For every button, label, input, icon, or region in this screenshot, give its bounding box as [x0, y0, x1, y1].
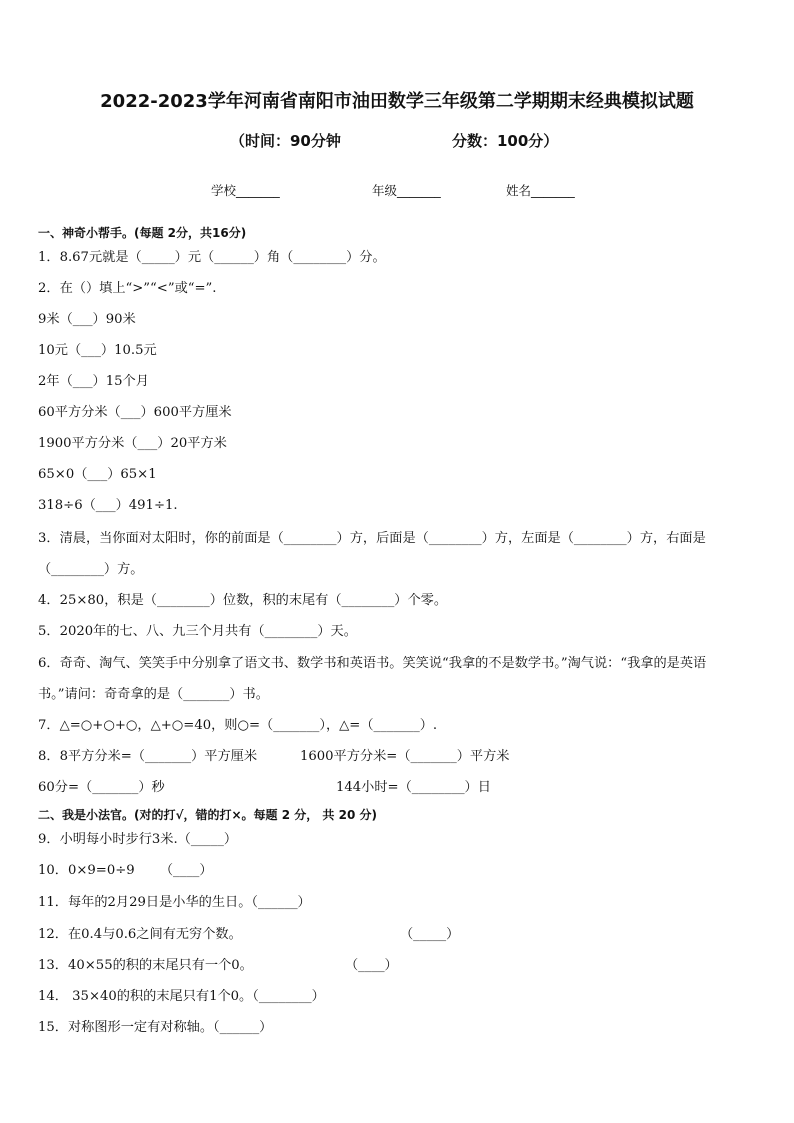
- question-8-part-a: 8．8平方分米=（_______）平方厘米: [38, 749, 258, 764]
- name-field: 姓名_______: [506, 183, 575, 198]
- question-6-line-2: 书。”请问：奇奇拿的是（_______）书。: [38, 687, 269, 702]
- question-14: 14． 35×40的积的末尾只有1个0。（________）: [38, 989, 325, 1004]
- question-2-item-c: 2年（___）15个月: [38, 374, 149, 389]
- time-label: （时间：90分钟: [230, 132, 341, 150]
- section-1-heading: 一、神奇小帮手。(每题 2分，共16分): [38, 226, 247, 240]
- question-12: 12．在0.4与0.6之间有无穷个数。: [38, 927, 242, 942]
- question-8-part-d: 144小时=（________）日: [336, 780, 491, 795]
- question-2-item-d: 60平方分米（___）600平方厘米: [38, 405, 232, 420]
- question-6-line-1: 6．奇奇、淘气、笑笑手中分别拿了语文书、数学书和英语书。笑笑说“我拿的不是数学书。”淘气说：“我拿的是英语: [38, 656, 707, 671]
- question-2-item-f: 65×0（___）65×1: [38, 467, 157, 482]
- exam-title: 2022-2023学年河南省南阳市油田数学三年级第二学期期末经典模拟试题: [100, 91, 694, 112]
- school-field: 学校_______: [211, 183, 280, 198]
- question-13: 13．40×55的积的末尾只有一个0。: [38, 958, 253, 973]
- question-10: 10．0×9=0÷9 （____）: [38, 863, 213, 878]
- question-2-item-a: 9米（___）90米: [38, 312, 136, 327]
- question-11: 11．每年的2月29日是小华的生日。（______）: [38, 895, 311, 910]
- grade-field: 年级_______: [372, 183, 441, 198]
- question-3-line-2: （________）方。: [38, 562, 144, 577]
- question-3-line-1: 3．清晨，当你面对太阳时，你的前面是（________）方，后面是（________）方，左面是（________）方，右面是: [38, 531, 706, 546]
- question-2-item-b: 10元（___）10.5元: [38, 343, 157, 358]
- question-2: 2．在（）填上“>”“<”或“=”.: [38, 281, 217, 296]
- score-label: 分数：100分）: [452, 132, 559, 150]
- question-5: 5．2020年的七、八、九三个月共有（________）天。: [38, 624, 357, 639]
- question-7: 7．△=○+○+○，△+○=40，则○=（_______），△=（_______）.: [38, 718, 438, 733]
- question-8-part-b: 1600平方分米=（_______）平方米: [300, 749, 510, 764]
- question-2-item-g: 318÷6（___）491÷1.: [38, 498, 178, 513]
- question-12-answer: （_____）: [400, 927, 460, 942]
- question-2-item-e: 1900平方分米（___）20平方米: [38, 436, 227, 451]
- question-15: 15．对称图形一定有对称轴。（______）: [38, 1020, 273, 1035]
- question-1: 1．8.67元就是（_____）元（______）角（________）分。: [38, 250, 386, 265]
- question-13-answer: （____）: [345, 958, 398, 973]
- question-8-part-c: 60分=（_______）秒: [38, 780, 165, 795]
- section-2-heading: 二、我是小法官。(对的打√，错的打×。每题 2 分， 共 20 分): [38, 808, 377, 822]
- question-4: 4．25×80，积是（________）位数，积的末尾有（________）个零。: [38, 593, 448, 608]
- question-9: 9．小明每小时步行3米.（_____）: [38, 832, 238, 847]
